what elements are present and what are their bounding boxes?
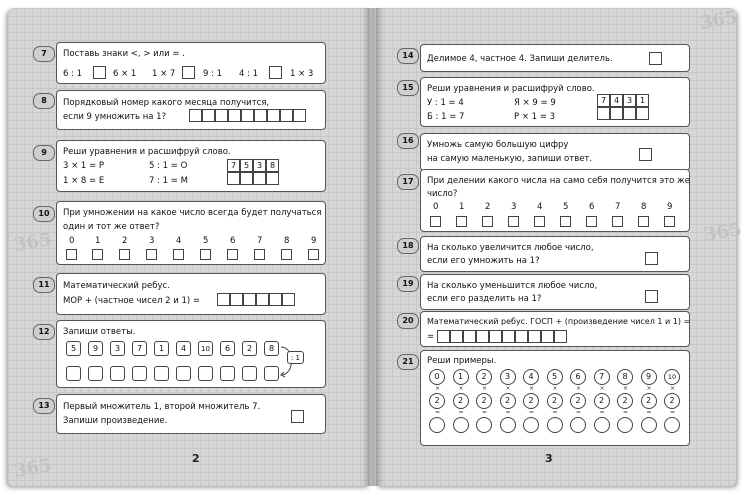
answer-box[interactable] — [645, 290, 658, 303]
expression: 1 × 3 — [290, 69, 314, 79]
equation: 1 × 8 = Е — [63, 176, 105, 186]
task-12 — [56, 320, 326, 388]
multiplier-circle: 2 — [523, 393, 539, 409]
digit: 0 — [69, 236, 75, 246]
answer-circle[interactable] — [594, 417, 610, 433]
value-box: 4 — [176, 341, 191, 356]
checkbox[interactable] — [430, 216, 441, 227]
task-number: 14 — [397, 48, 419, 64]
task-number: 13 — [33, 398, 55, 414]
answer-cell[interactable] — [489, 330, 502, 343]
times-sign: × — [576, 385, 582, 392]
task-text: На сколько уменьшится любое число, — [427, 281, 598, 291]
answer-circle[interactable] — [500, 417, 516, 433]
digit: 8 — [641, 202, 647, 212]
answer-circle[interactable] — [523, 417, 539, 433]
digit: 6 — [230, 236, 236, 246]
task-13 — [56, 394, 326, 434]
task-number: 11 — [33, 277, 55, 293]
task-number: 12 — [33, 324, 55, 340]
watermark: 365 — [12, 454, 54, 483]
task-text: При делении какого числа на само себя получится это же — [427, 176, 690, 186]
task-11 — [56, 273, 326, 315]
answer-circle[interactable] — [547, 417, 563, 433]
multiplier-circle: 2 — [617, 393, 633, 409]
task-number: 9 — [33, 145, 55, 161]
answer-cell[interactable] — [437, 330, 450, 343]
digit: 4 — [537, 202, 543, 212]
answer-cell[interactable] — [267, 109, 280, 122]
task-18 — [420, 236, 690, 272]
task-number: 20 — [397, 313, 419, 329]
page-number-right: 3 — [545, 452, 553, 465]
task-text: При умножении на какое число всегда будет получаться — [63, 208, 322, 218]
answer-circle[interactable] — [664, 417, 680, 433]
key-digit: 7 — [227, 159, 240, 172]
task-text: если его умножить на 1? — [427, 256, 540, 266]
checkbox[interactable] — [66, 249, 77, 260]
digit: 2 — [122, 236, 128, 246]
number-circle: 9 — [641, 369, 657, 385]
task-text: Реши примеры. — [427, 356, 497, 366]
equation: 3 × 1 = Р — [63, 161, 104, 171]
checkbox[interactable] — [508, 216, 519, 227]
task-21 — [420, 350, 690, 446]
multiplier-circle: 2 — [570, 393, 586, 409]
task-20 — [420, 311, 690, 347]
equation: 7 : 1 = М — [149, 176, 188, 186]
answer-circle[interactable] — [617, 417, 633, 433]
checkbox[interactable] — [173, 249, 184, 260]
value-box: 7 — [132, 341, 147, 356]
task-7 — [56, 42, 326, 84]
value-box: 8 — [264, 341, 279, 356]
checkbox[interactable] — [227, 249, 238, 260]
task-text: Поставь знаки <, > или = . — [63, 49, 185, 59]
task-text: Запиши ответы. — [63, 327, 136, 337]
task-text: Математический ребус. ГОСП + (произведение чисел 1 и 1) = — [427, 317, 691, 326]
answer-cell[interactable] — [463, 330, 476, 343]
equation: Б : 1 = 7 — [427, 112, 465, 122]
value-box: 2 — [242, 341, 257, 356]
answer-circle[interactable] — [641, 417, 657, 433]
answer-cell[interactable] — [215, 109, 228, 122]
digit: 0 — [433, 202, 439, 212]
answer-cell[interactable] — [541, 330, 554, 343]
times-sign: × — [482, 385, 488, 392]
key-digit: 8 — [266, 159, 279, 172]
digit: 5 — [203, 236, 209, 246]
digit: 3 — [149, 236, 155, 246]
answer-cell[interactable] — [228, 109, 241, 122]
times-sign: × — [670, 385, 676, 392]
value-box: 3 — [110, 341, 125, 356]
digit: 1 — [459, 202, 465, 212]
answer-cell[interactable] — [515, 330, 528, 343]
checkbox[interactable] — [560, 216, 571, 227]
digit: 4 — [176, 236, 182, 246]
page-number-left: 2 — [192, 452, 200, 465]
task-text: на самую маленькую, запиши ответ. — [427, 154, 593, 164]
answer-circle[interactable] — [570, 417, 586, 433]
task-text: Математический ребус. — [63, 281, 170, 291]
task-number: 21 — [397, 354, 419, 370]
checkbox[interactable] — [200, 249, 211, 260]
number-circle: 1 — [453, 369, 469, 385]
answer-cell[interactable] — [243, 293, 256, 306]
key-digit: 7 — [597, 94, 610, 107]
equals-sign: = — [427, 332, 435, 342]
number-circle: 5 — [547, 369, 563, 385]
expression: 4 : 1 — [239, 69, 259, 79]
answer-cell[interactable] — [554, 330, 567, 343]
times-sign: × — [623, 385, 629, 392]
answer-cell[interactable] — [623, 107, 636, 120]
checkbox[interactable] — [119, 249, 130, 260]
times-sign: × — [552, 385, 558, 392]
checkbox[interactable] — [92, 249, 103, 260]
answer-cell[interactable] — [282, 293, 295, 306]
task-8 — [56, 90, 326, 130]
answer-cell[interactable] — [227, 172, 240, 185]
key-digit: 3 — [623, 94, 636, 107]
times-sign: × — [505, 385, 511, 392]
answer-box[interactable] — [93, 66, 106, 79]
answer-cell[interactable] — [476, 330, 489, 343]
task-number: 17 — [397, 174, 419, 190]
answer-cell[interactable] — [266, 172, 279, 185]
answer-cell[interactable] — [502, 330, 515, 343]
digit: 9 — [667, 202, 673, 212]
task-19 — [420, 274, 690, 310]
task-number: 7 — [33, 46, 55, 62]
number-circle: 6 — [570, 369, 586, 385]
task-number: 8 — [33, 93, 55, 109]
answer-circle[interactable] — [429, 417, 445, 433]
answer-box[interactable] — [291, 410, 304, 423]
task-text: если 9 умножить на 1? — [63, 112, 167, 122]
checkbox[interactable] — [308, 249, 319, 260]
spine-shadow — [362, 8, 384, 486]
digit: 2 — [485, 202, 491, 212]
answer-box[interactable] — [198, 366, 213, 381]
checkbox[interactable] — [281, 249, 292, 260]
task-number: 18 — [397, 238, 419, 254]
task-text: МОР + (частное чисел 2 и 1) = — [63, 296, 201, 306]
equals-sign: = — [458, 409, 464, 416]
answer-cell[interactable] — [256, 293, 269, 306]
answer-box[interactable] — [639, 148, 652, 161]
task-number: 15 — [397, 80, 419, 96]
equals-sign: = — [670, 409, 676, 416]
answer-box[interactable] — [269, 66, 282, 79]
digit: 6 — [589, 202, 595, 212]
task-text: Делимое 4, частное 4. Запиши делитель. — [427, 54, 613, 64]
equals-sign: = — [646, 409, 652, 416]
task-16 — [420, 133, 690, 171]
number-circle: 2 — [476, 369, 492, 385]
key-digit: 5 — [240, 159, 253, 172]
checkbox[interactable] — [612, 216, 623, 227]
checkbox[interactable] — [482, 216, 493, 227]
answer-cell[interactable] — [269, 293, 282, 306]
equals-sign: = — [623, 409, 629, 416]
task-number: 10 — [33, 206, 55, 222]
equals-sign: = — [482, 409, 488, 416]
answer-cell[interactable] — [240, 172, 253, 185]
equals-sign: = — [435, 409, 441, 416]
answer-cell[interactable] — [597, 107, 610, 120]
checkbox[interactable] — [664, 216, 675, 227]
task-text: Первый множитель 1, второй множитель 7. — [63, 402, 261, 412]
task-9 — [56, 140, 326, 192]
task-14 — [420, 44, 690, 72]
number-circle: 0 — [429, 369, 445, 385]
answer-box[interactable] — [649, 52, 662, 65]
task-17 — [420, 169, 690, 232]
times-sign: × — [599, 385, 605, 392]
expression: 6 : 1 — [63, 69, 83, 79]
multiplier-circle: 2 — [594, 393, 610, 409]
answer-cell[interactable] — [610, 107, 623, 120]
digit: 5 — [563, 202, 569, 212]
equals-sign: = — [529, 409, 535, 416]
task-text: Реши уравнения и расшифруй слово. — [427, 84, 595, 94]
answer-cell[interactable] — [293, 109, 306, 122]
checkbox[interactable] — [638, 216, 649, 227]
task-15 — [420, 77, 690, 127]
expression: 1 × 7 — [152, 69, 176, 79]
task-text: Запиши произведение. — [63, 416, 168, 426]
watermark: 365 — [12, 228, 54, 257]
equation: 5 : 1 = О — [149, 161, 188, 171]
equation: Р × 1 = 3 — [514, 112, 555, 122]
answer-box[interactable] — [66, 366, 81, 381]
answer-cell[interactable] — [189, 109, 202, 122]
answer-box[interactable] — [154, 366, 169, 381]
multiplier-circle: 2 — [476, 393, 492, 409]
task-text: На сколько увеличится любое число, — [427, 243, 594, 253]
value-box: 5 — [66, 341, 81, 356]
key-digit: 1 — [636, 94, 649, 107]
operation-label: : 1 — [287, 351, 304, 364]
value-box: 6 — [220, 341, 235, 356]
answer-box[interactable] — [132, 366, 147, 381]
multiplier-circle: 2 — [429, 393, 445, 409]
checkbox[interactable] — [254, 249, 265, 260]
multiplier-circle: 2 — [664, 393, 680, 409]
expression: 9 : 1 — [203, 69, 223, 79]
equals-sign: = — [599, 409, 605, 416]
value-box: 9 — [88, 341, 103, 356]
answer-cell[interactable] — [253, 172, 266, 185]
digit: 8 — [284, 236, 290, 246]
task-number: 19 — [397, 276, 419, 292]
multiplier-circle: 2 — [500, 393, 516, 409]
number-circle: 7 — [594, 369, 610, 385]
number-circle: 3 — [500, 369, 516, 385]
checkbox[interactable] — [456, 216, 467, 227]
answer-cell[interactable] — [241, 109, 254, 122]
watermark: 365 — [698, 6, 740, 35]
answer-box[interactable] — [176, 366, 191, 381]
task-10 — [56, 201, 326, 265]
number-circle: 8 — [617, 369, 633, 385]
key-digit: 3 — [253, 159, 266, 172]
number-circle: 10 — [664, 369, 680, 385]
number-circle: 4 — [523, 369, 539, 385]
answer-cell[interactable] — [636, 107, 649, 120]
times-sign: × — [458, 385, 464, 392]
multiplier-circle: 2 — [641, 393, 657, 409]
times-sign: × — [435, 385, 441, 392]
task-text: число? — [427, 189, 458, 199]
times-sign: × — [529, 385, 535, 392]
equals-sign: = — [576, 409, 582, 416]
answer-circle[interactable] — [476, 417, 492, 433]
answer-cell[interactable] — [202, 109, 215, 122]
times-sign: × — [646, 385, 652, 392]
checkbox[interactable] — [534, 216, 545, 227]
digit: 3 — [511, 202, 517, 212]
answer-box[interactable] — [220, 366, 235, 381]
answer-cell[interactable] — [254, 109, 267, 122]
multiplier-circle: 2 — [453, 393, 469, 409]
checkbox[interactable] — [146, 249, 157, 260]
key-digit: 4 — [610, 94, 623, 107]
multiplier-circle: 2 — [547, 393, 563, 409]
digit: 7 — [257, 236, 263, 246]
watermark: 365 — [702, 218, 744, 247]
answer-cell[interactable] — [217, 293, 230, 306]
task-text: Умножь самую большую цифру — [427, 140, 569, 150]
checkbox[interactable] — [586, 216, 597, 227]
equation: У : 1 = 4 — [427, 98, 464, 108]
answer-cell[interactable] — [450, 330, 463, 343]
answer-box[interactable] — [88, 366, 103, 381]
answer-box[interactable] — [242, 366, 257, 381]
equals-sign: = — [505, 409, 511, 416]
digit: 7 — [615, 202, 621, 212]
task-text: Порядковый номер какого месяца получится, — [63, 98, 270, 108]
answer-box[interactable] — [645, 252, 658, 265]
task-text: один и тот же ответ? — [63, 222, 160, 232]
answer-box[interactable] — [110, 366, 125, 381]
answer-circle[interactable] — [453, 417, 469, 433]
expression: 6 × 1 — [113, 69, 137, 79]
answer-cell[interactable] — [230, 293, 243, 306]
answer-cell[interactable] — [528, 330, 541, 343]
digit: 1 — [95, 236, 101, 246]
equals-sign: = — [552, 409, 558, 416]
digit: 9 — [311, 236, 317, 246]
task-number: 16 — [397, 133, 419, 149]
value-box: 1 — [154, 341, 169, 356]
value-box: 10 — [198, 341, 213, 356]
equation: Я × 9 = 9 — [514, 98, 556, 108]
answer-box[interactable] — [182, 66, 195, 79]
task-text: Реши уравнения и расшифруй слово. — [63, 147, 231, 157]
answer-cell[interactable] — [280, 109, 293, 122]
task-text: если его разделить на 1? — [427, 294, 542, 304]
